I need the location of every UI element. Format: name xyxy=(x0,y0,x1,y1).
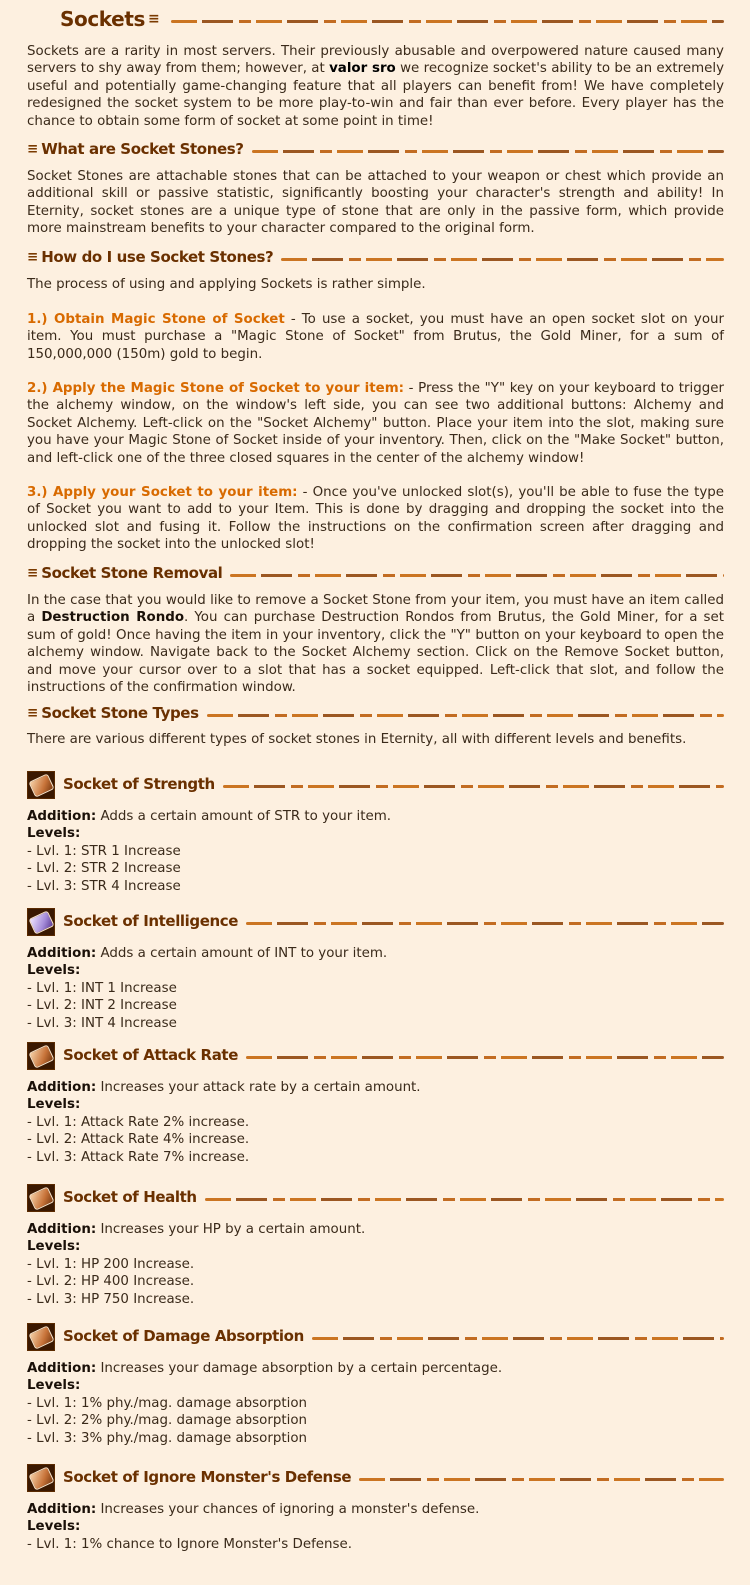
socket-name: Socket of Attack Rate xyxy=(63,1046,238,1065)
level-item: - Lvl. 2: HP 400 Increase. xyxy=(27,1274,195,1290)
level-item: - Lvl. 1: INT 1 Increase xyxy=(27,980,177,996)
addition-label: Addition: xyxy=(27,1361,97,1376)
section-divider xyxy=(252,150,724,153)
step-label: 1.) Obtain Magic Stone of Socket xyxy=(27,312,285,327)
socket-stone-icon xyxy=(27,771,55,799)
section-title: Socket Stone Removal xyxy=(41,564,223,583)
section-header-what xyxy=(27,139,724,161)
socket-header xyxy=(27,907,724,937)
section-title: Socket Stone Types xyxy=(41,704,199,723)
socket-addition: Addition: Increases your damage absorption by a certain percentage. xyxy=(27,1361,503,1376)
page-title-header xyxy=(60,6,724,34)
section-divider xyxy=(281,258,724,261)
step-2: 2.) Apply the Magic Stone of Socket to your item: - Press the "Y" key on your keyboard to trigger the alchemy window, on the window's left side, you can see two additional buttons: Alchemy and Socket Alchemy. Left-click on the "Socket Alchemy" button. Place your item into the slot, making sure you have your Magic Stone of Socket inside of your inventory. Then, click on the "Make Socket" button, and left-click one of the three closed squares in the center of the alchemy window! xyxy=(27,381,724,466)
section-header-types xyxy=(27,703,724,725)
section-title: How do I use Socket Stones? xyxy=(41,248,274,267)
level-item: - Lvl. 3: HP 750 Increase. xyxy=(27,1291,195,1307)
levels-label: Levels: xyxy=(27,1097,81,1113)
menu-lines-icon: ≡ xyxy=(27,566,39,582)
addition-label: Addition: xyxy=(27,1222,97,1237)
socket-name: Socket of Damage Absorption xyxy=(63,1327,304,1346)
step-label: 2.) Apply the Magic Stone of Socket to your item: xyxy=(27,381,405,396)
levels-label: Levels: xyxy=(27,1378,81,1394)
socket-stone-icon xyxy=(27,1323,55,1351)
levels-label: Levels: xyxy=(27,963,81,979)
level-item: - Lvl. 3: STR 4 Increase xyxy=(27,878,181,894)
title-divider xyxy=(171,20,724,23)
levels-label: Levels: xyxy=(27,1239,81,1255)
step-1: 1.) Obtain Magic Stone of Socket - To use a socket, you must have an open socket slot on your item. You must purchase a "Magic Stone of Socket" from Brutus, the Gold Miner, for a sum of 150,000,000 (150m) gold to begin. xyxy=(27,312,724,362)
addition-label: Addition: xyxy=(27,946,97,961)
socket-header xyxy=(27,1322,724,1352)
socket-name: Socket of Health xyxy=(63,1188,197,1207)
page-title: Sockets xyxy=(60,7,145,32)
socket-name: Socket of Intelligence xyxy=(63,912,239,931)
socket-header xyxy=(27,1463,724,1493)
addition-label: Addition: xyxy=(27,1080,97,1095)
socket-stone-icon xyxy=(27,1184,55,1212)
section-divider xyxy=(246,1056,724,1059)
how-intro: The process of using and applying Sockets is rather simple. xyxy=(27,277,426,292)
socket-name: Socket of Ignore Monster's Defense xyxy=(63,1468,352,1487)
socket-name: Socket of Strength xyxy=(63,775,215,794)
section-divider xyxy=(230,574,724,577)
levels-label: Levels: xyxy=(27,1519,81,1535)
step-3: 3.) Apply your Socket to your item: - Once you've unlocked slot(s), you'll be able to fuse the type of Socket you want to add to your Item. This is done by dragging and dropping the socket into the unlocked slot and fusing it. Follow the instructions on the confirmation screen after dragging and dropping the socket into the unlocked slot! xyxy=(27,485,724,553)
level-item: - Lvl. 1: STR 1 Increase xyxy=(27,843,181,859)
addition-label: Addition: xyxy=(27,1502,97,1517)
intro-paragraph: Sockets are a rarity in most servers. Their previously abusable and overpowered nature caused many servers to shy away from them; however, at valor sro we recognize socket's ability to be an extremely useful and potentially game-changing feature that all players can benefit from! We have completely redesigned the socket system to be more play-to-win and fair than ever before. Every player has the chance to obtain some form of socket at some point in time! xyxy=(27,44,724,129)
level-item: - Lvl. 2: STR 2 Increase xyxy=(27,861,181,877)
section-divider xyxy=(223,785,724,788)
socket-stone-icon xyxy=(27,1464,55,1492)
socket-stone-icon xyxy=(27,1042,55,1070)
section-title: What are Socket Stones? xyxy=(41,140,244,159)
step-label: 3.) Apply your Socket to your item: xyxy=(27,485,298,500)
removal-paragraph: In the case that you would like to remove a Socket Stone from your item, you must have an item called a Destruction Rondo. You can purchase Destruction Rondos from Brutus, the Gold Miner, for a set sum of gold! Once having the item in your inventory, click the "Y" button on your keyboard to open the alchemy window. Navigate back to the Socket Alchemy section. Click on the Remove Socket button, and move your cursor over to a slot that has a socket equipped. Left-click that slot, and follow the instructions of the confirmation window. xyxy=(27,593,724,696)
types-paragraph: There are various different types of socket stones in Eternity, all with different levels and benefits. xyxy=(27,732,687,747)
level-item: - Lvl. 2: INT 2 Increase xyxy=(27,998,177,1014)
socket-addition: Addition: Increases your chances of ignoring a monster's defense. xyxy=(27,1502,480,1517)
item-name: Destruction Rondo xyxy=(41,610,185,626)
section-divider xyxy=(359,1478,724,1481)
section-header-how xyxy=(27,247,724,269)
menu-lines-icon: ≡ xyxy=(27,250,39,266)
menu-lines-icon: ≡ xyxy=(148,11,160,28)
menu-lines-icon: ≡ xyxy=(27,142,39,158)
socket-header xyxy=(27,770,724,800)
section-divider xyxy=(207,714,724,717)
level-item: - Lvl. 2: 2% phy./mag. damage absorption xyxy=(27,1413,308,1429)
socket-stone-icon xyxy=(27,908,55,936)
what-paragraph: Socket Stones are attachable stones that can be attached to your weapon or chest which provide an additional skill or passive statistic, significantly boosting your character's strength and ability! In Eternity, socket stones are a unique type of stone that are only in the passive form, which provide more mainstream benefits to your character compared to the original form. xyxy=(27,169,724,237)
brand-name: valor sro xyxy=(329,61,396,77)
level-item: - Lvl. 3: INT 4 Increase xyxy=(27,1015,177,1031)
socket-addition: Addition: Adds a certain amount of STR to your item. xyxy=(27,809,392,824)
addition-label: Addition: xyxy=(27,809,97,824)
menu-lines-icon: ≡ xyxy=(27,706,39,722)
level-item: - Lvl. 3: Attack Rate 7% increase. xyxy=(27,1149,250,1165)
level-item: - Lvl. 1: 1% phy./mag. damage absorption xyxy=(27,1395,308,1411)
socket-header xyxy=(27,1183,724,1213)
socket-header xyxy=(27,1041,724,1071)
level-item: - Lvl. 2: Attack Rate 4% increase. xyxy=(27,1132,250,1148)
socket-addition: Addition: Adds a certain amount of INT to your item. xyxy=(27,946,388,961)
section-divider xyxy=(246,922,724,925)
socket-addition: Addition: Increases your HP by a certain amount. xyxy=(27,1222,366,1237)
level-item: - Lvl. 1: Attack Rate 2% increase. xyxy=(27,1114,250,1130)
level-item: - Lvl. 1: HP 200 Increase. xyxy=(27,1256,195,1272)
section-header-removal xyxy=(27,563,724,585)
socket-addition: Addition: Increases your attack rate by a certain amount. xyxy=(27,1080,421,1095)
level-item: - Lvl. 1: 1% chance to Ignore Monster's Defense. xyxy=(27,1536,353,1552)
levels-label: Levels: xyxy=(27,826,81,842)
section-divider xyxy=(205,1198,724,1201)
level-item: - Lvl. 3: 3% phy./mag. damage absorption xyxy=(27,1430,308,1446)
section-divider xyxy=(312,1337,724,1340)
